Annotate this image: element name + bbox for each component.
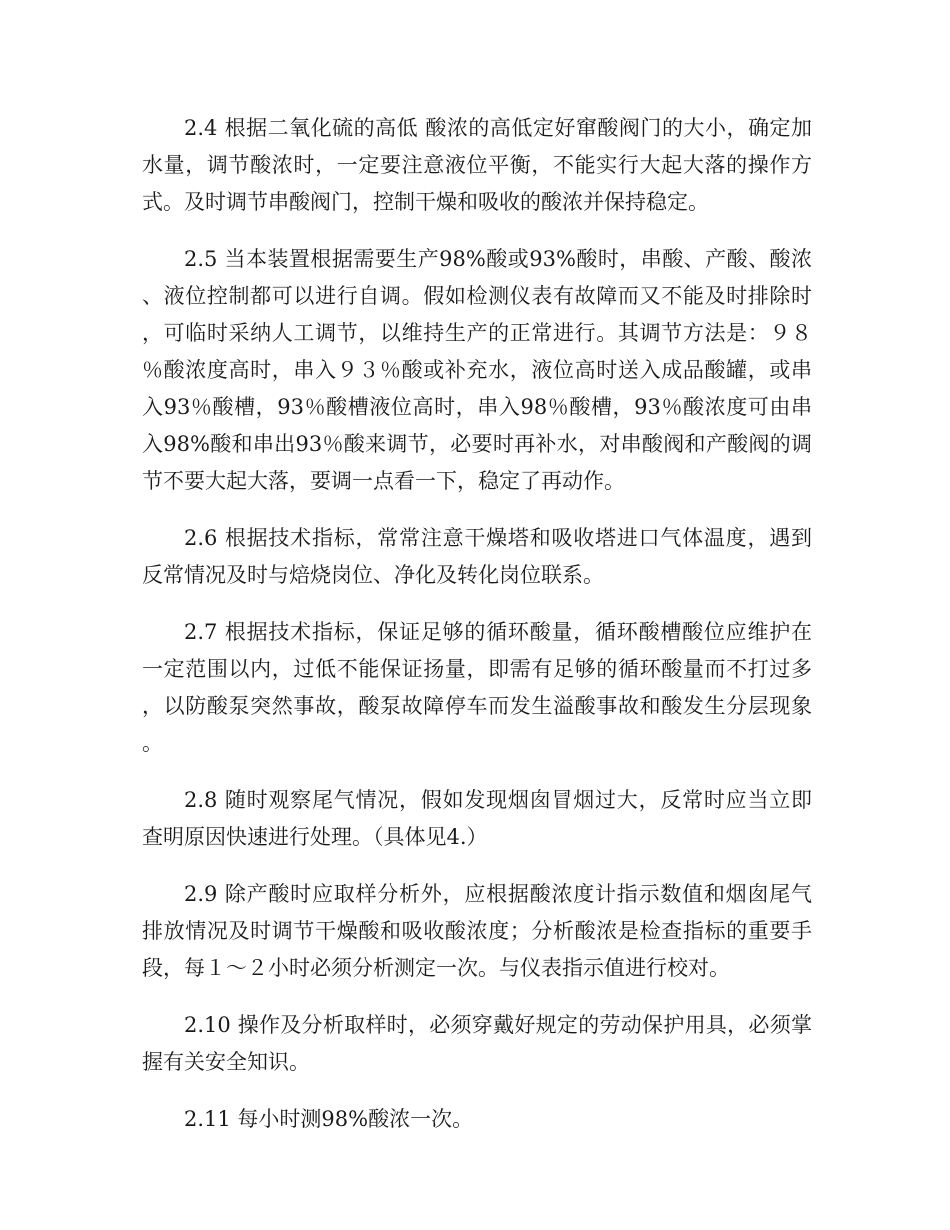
document-body — [142, 110, 812, 1158]
paragraph-2-5: 2.5 当本装置根据需要生产98%酸或93%酸时，串酸、产酸、酸浓、液位控制都可以进行自调。假如检测仪表有故障而又不能及时排除时，可临时采纳人工调节，以维持生产的正常进行。其调节方法是：９８％酸浓度高时，串入９３％酸或补充水，液位高时送入成品酸罐，或串入93％酸槽，93％酸槽液位高时，串入98％酸槽，93％酸浓度可由串入98%酸和串出93％酸来调节，必要时再补水，对串酸阀和产酸阀的调节不要大起大落，要调一点看一下，稳定了再动作。 — [142, 247, 812, 493]
paragraph-2-8: 2.8 随时观察尾气情况，假如发现烟囱冒烟过大，反常时应当立即查明原因快速进行处理。（具体见4.） — [142, 788, 812, 849]
paragraph-2-11: 2.11 每小时测98%酸浓一次。 — [184, 1107, 474, 1131]
paragraph-2-6: 2.6 根据技术指标，常常注意干燥塔和吸收塔进口气体温度，遇到反常情况及时与焙烧岗位、净化及转化岗位联系。 — [142, 526, 812, 587]
paragraph-2-4: 2.4 根据二氧化硫的高低 酸浓的高低定好窜酸阀门的大小，确定加水量，调节酸浓时，一定要注意液位平衡，不能实行大起大落的操作方式。及时调节串酸阀门，控制干燥和吸收的酸浓并保持稳定。 — [142, 116, 812, 214]
paragraph-2-9: 2.9 除产酸时应取样分析外，应根据酸浓度计指示数值和烟囱尾气排放情况及时调节干燥酸和吸收酸浓度；分析酸浓是检查指标的重要手段，每１～２小时必须分析测定一次。与仪表指示值进行校对。 — [142, 882, 812, 980]
paragraph-2-7: 2.7 根据技术指标，保证足够的循环酸量，循环酸槽酸位应维护在一定范围以内，过低不能保证扬量，即需有足够的循环酸量而不打过多，以防酸泵突然事故，酸泵故障停车而发生溢酸事故和酸发生分层现象。 — [142, 620, 812, 755]
paragraph-2-10: 2.10 操作及分析取样时，必须穿戴好规定的劳动保护用具，必须掌握有关安全知识。 — [142, 1013, 812, 1074]
